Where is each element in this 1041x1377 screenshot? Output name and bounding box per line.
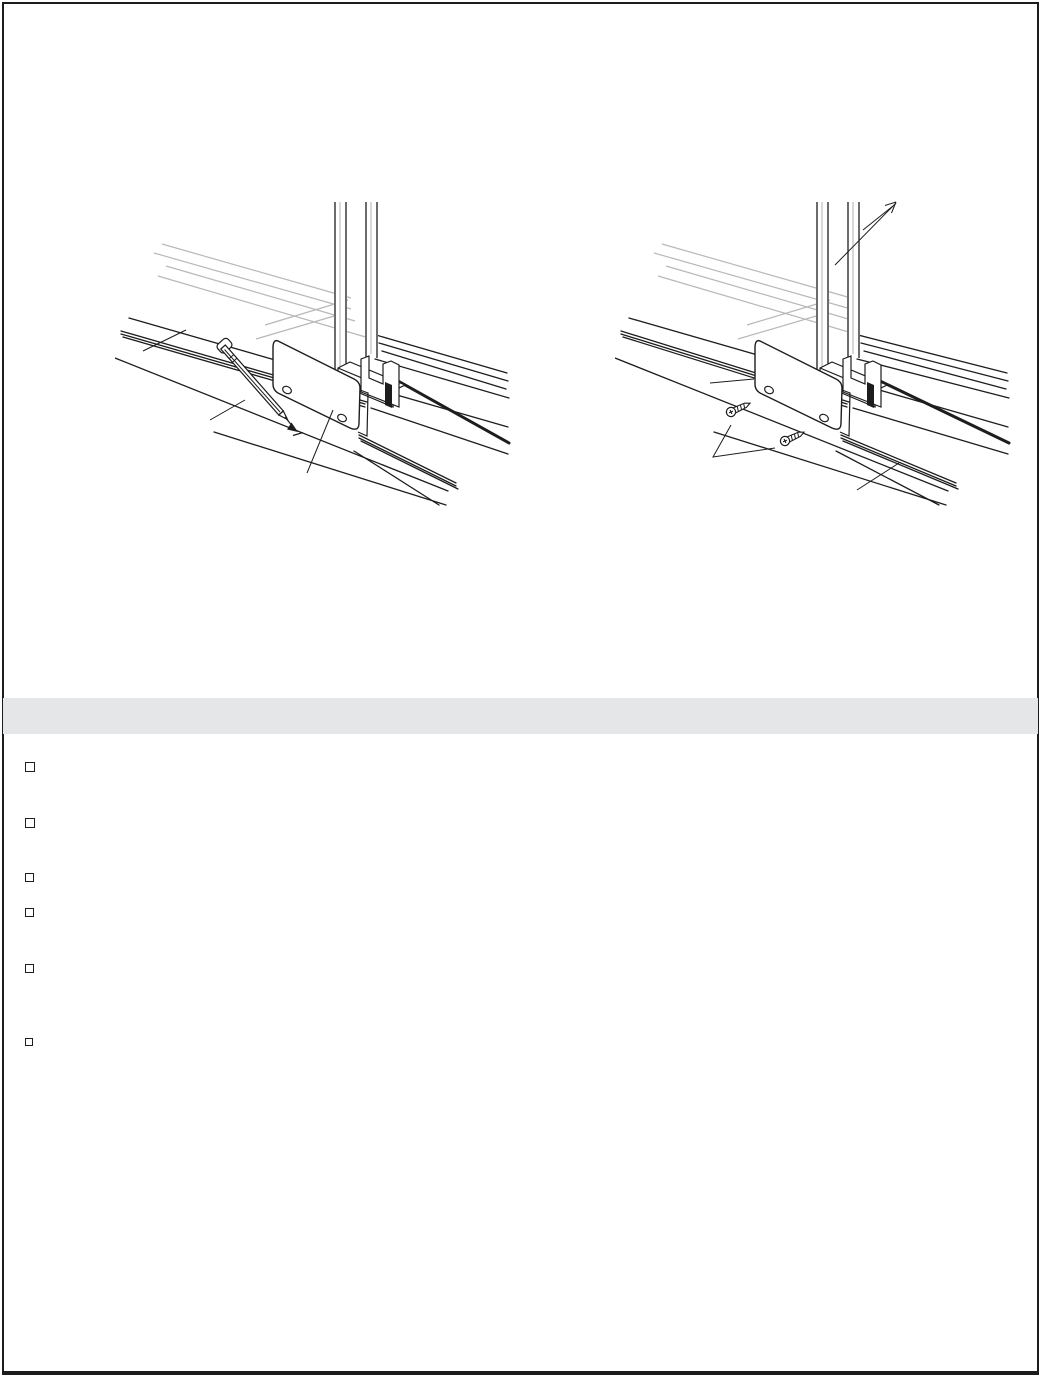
checkbox-item-6[interactable] — [25, 1038, 33, 1046]
checkbox-item-3[interactable] — [25, 873, 34, 882]
checkbox-item-4[interactable] — [25, 908, 34, 917]
checkbox-item-5[interactable] — [25, 964, 34, 973]
checkbox-item-1[interactable] — [25, 762, 35, 772]
checkbox-item-2[interactable] — [25, 818, 35, 828]
